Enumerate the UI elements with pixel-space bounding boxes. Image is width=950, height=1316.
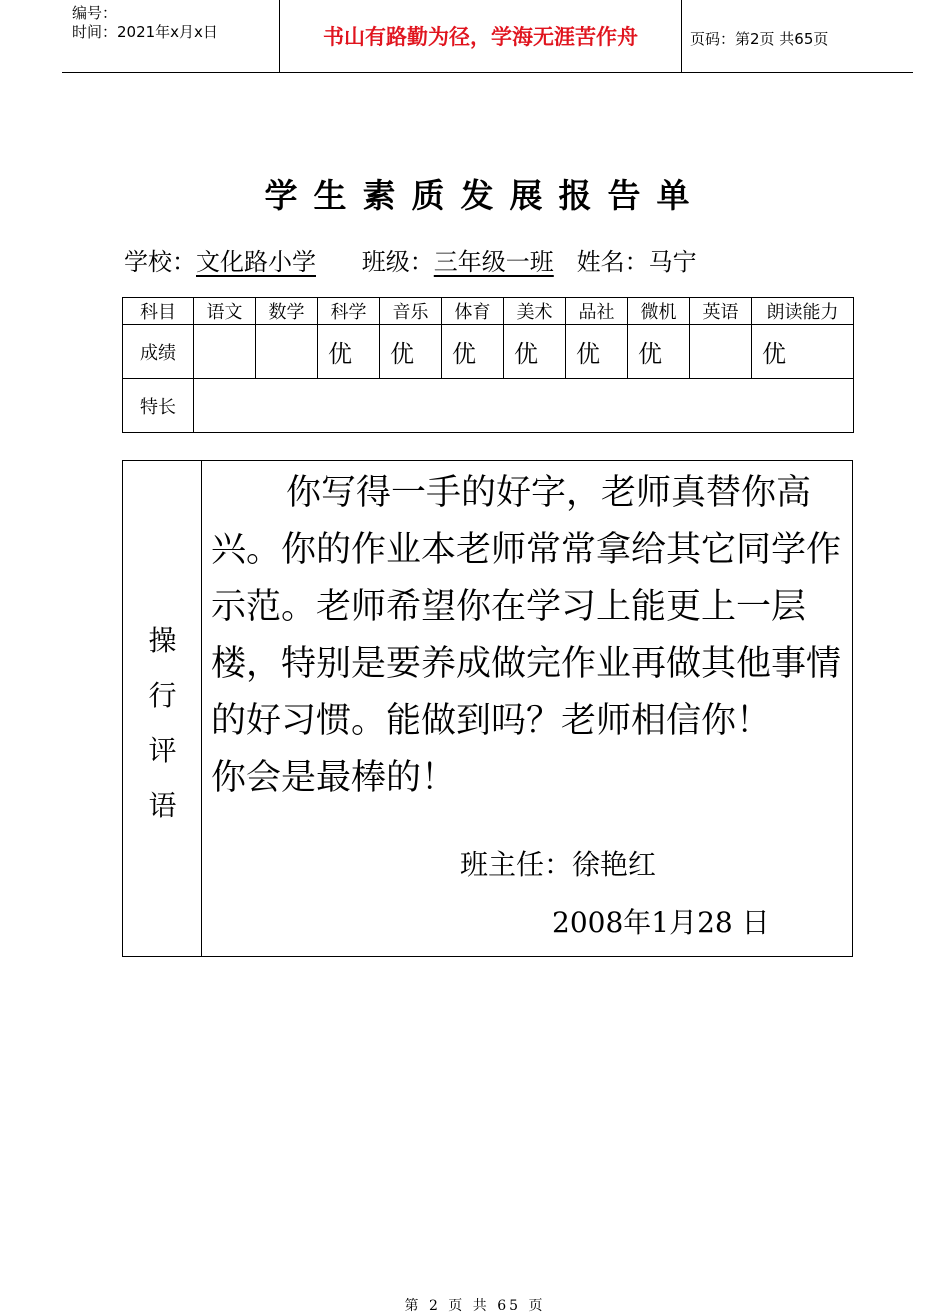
comment-label-char: 操 bbox=[148, 624, 177, 657]
grades-table bbox=[122, 297, 854, 433]
comment-paragraph: 你会是最棒的！ bbox=[211, 758, 457, 798]
table-row-grades bbox=[123, 325, 854, 379]
name-value: 马宁 bbox=[648, 248, 697, 276]
grade-cell: 优 bbox=[380, 325, 442, 379]
page-footer: 第 2 页 共 65 页 bbox=[404, 1298, 546, 1314]
comment-label-column bbox=[123, 461, 202, 956]
subject-cell: 数学 bbox=[256, 298, 318, 325]
grade-cell bbox=[690, 325, 752, 379]
subject-cell: 科学 bbox=[318, 298, 380, 325]
subject-cell: 朗读能力 bbox=[752, 298, 854, 325]
grade-cell bbox=[256, 325, 318, 379]
subject-cell: 英语 bbox=[690, 298, 752, 325]
comment-label-char: 语 bbox=[148, 789, 177, 822]
talent-cell bbox=[194, 379, 854, 433]
comment-text bbox=[211, 465, 847, 807]
time-label: 时间：2021年x月x日 bbox=[72, 23, 218, 41]
grade-cell: 优 bbox=[442, 325, 504, 379]
grade-cell: 优 bbox=[752, 325, 854, 379]
table-row-talent bbox=[123, 379, 854, 433]
subject-cell: 体育 bbox=[442, 298, 504, 325]
comment-date: 2008年1月28 日 bbox=[552, 906, 770, 939]
comment-label bbox=[123, 613, 202, 833]
subject-header: 科目 bbox=[123, 298, 194, 325]
page-title: 学生素质发展报告单 bbox=[264, 176, 706, 215]
grade-cell: 优 bbox=[318, 325, 380, 379]
subject-cell: 语文 bbox=[194, 298, 256, 325]
subject-cell: 音乐 bbox=[380, 298, 442, 325]
student-info bbox=[124, 242, 697, 277]
grade-cell bbox=[194, 325, 256, 379]
subject-cell: 品社 bbox=[566, 298, 628, 325]
subject-cell: 微机 bbox=[628, 298, 690, 325]
name-label: 姓名： bbox=[576, 248, 649, 276]
talent-header: 特长 bbox=[123, 379, 194, 433]
grade-cell: 优 bbox=[504, 325, 566, 379]
teacher-signature: 班主任：徐艳红 bbox=[460, 848, 657, 881]
school-label: 学校： bbox=[124, 248, 196, 276]
comment-label-char: 行 bbox=[148, 679, 177, 712]
header-motto: 书山有路勤为径，学海无涯苦作舟 bbox=[279, 0, 682, 72]
grade-cell: 优 bbox=[628, 325, 690, 379]
header-divider bbox=[62, 72, 913, 73]
header-page-info: 页码：第2页 共65页 bbox=[690, 30, 829, 48]
comment-box bbox=[122, 460, 853, 957]
subject-cell: 美术 bbox=[504, 298, 566, 325]
class-value: 三年级一班 bbox=[433, 248, 554, 276]
grade-header: 成绩 bbox=[123, 325, 194, 379]
class-label: 班级： bbox=[361, 248, 434, 276]
comment-label-char: 评 bbox=[148, 734, 177, 767]
grade-cell: 优 bbox=[566, 325, 628, 379]
table-row-subjects bbox=[123, 298, 854, 325]
school-value: 文化路小学 bbox=[196, 248, 316, 276]
header-meta bbox=[72, 4, 218, 42]
code-label: 编号： bbox=[72, 4, 118, 22]
comment-paragraph: 你写得一手的好字，老师真替你高兴。你的作业本老师常常拿给其它同学作示范。老师希望你在学习上能更上一层楼，特别是要养成做完作业再做其他事情的好习惯。能做到吗？老师相信你！ bbox=[211, 473, 842, 741]
